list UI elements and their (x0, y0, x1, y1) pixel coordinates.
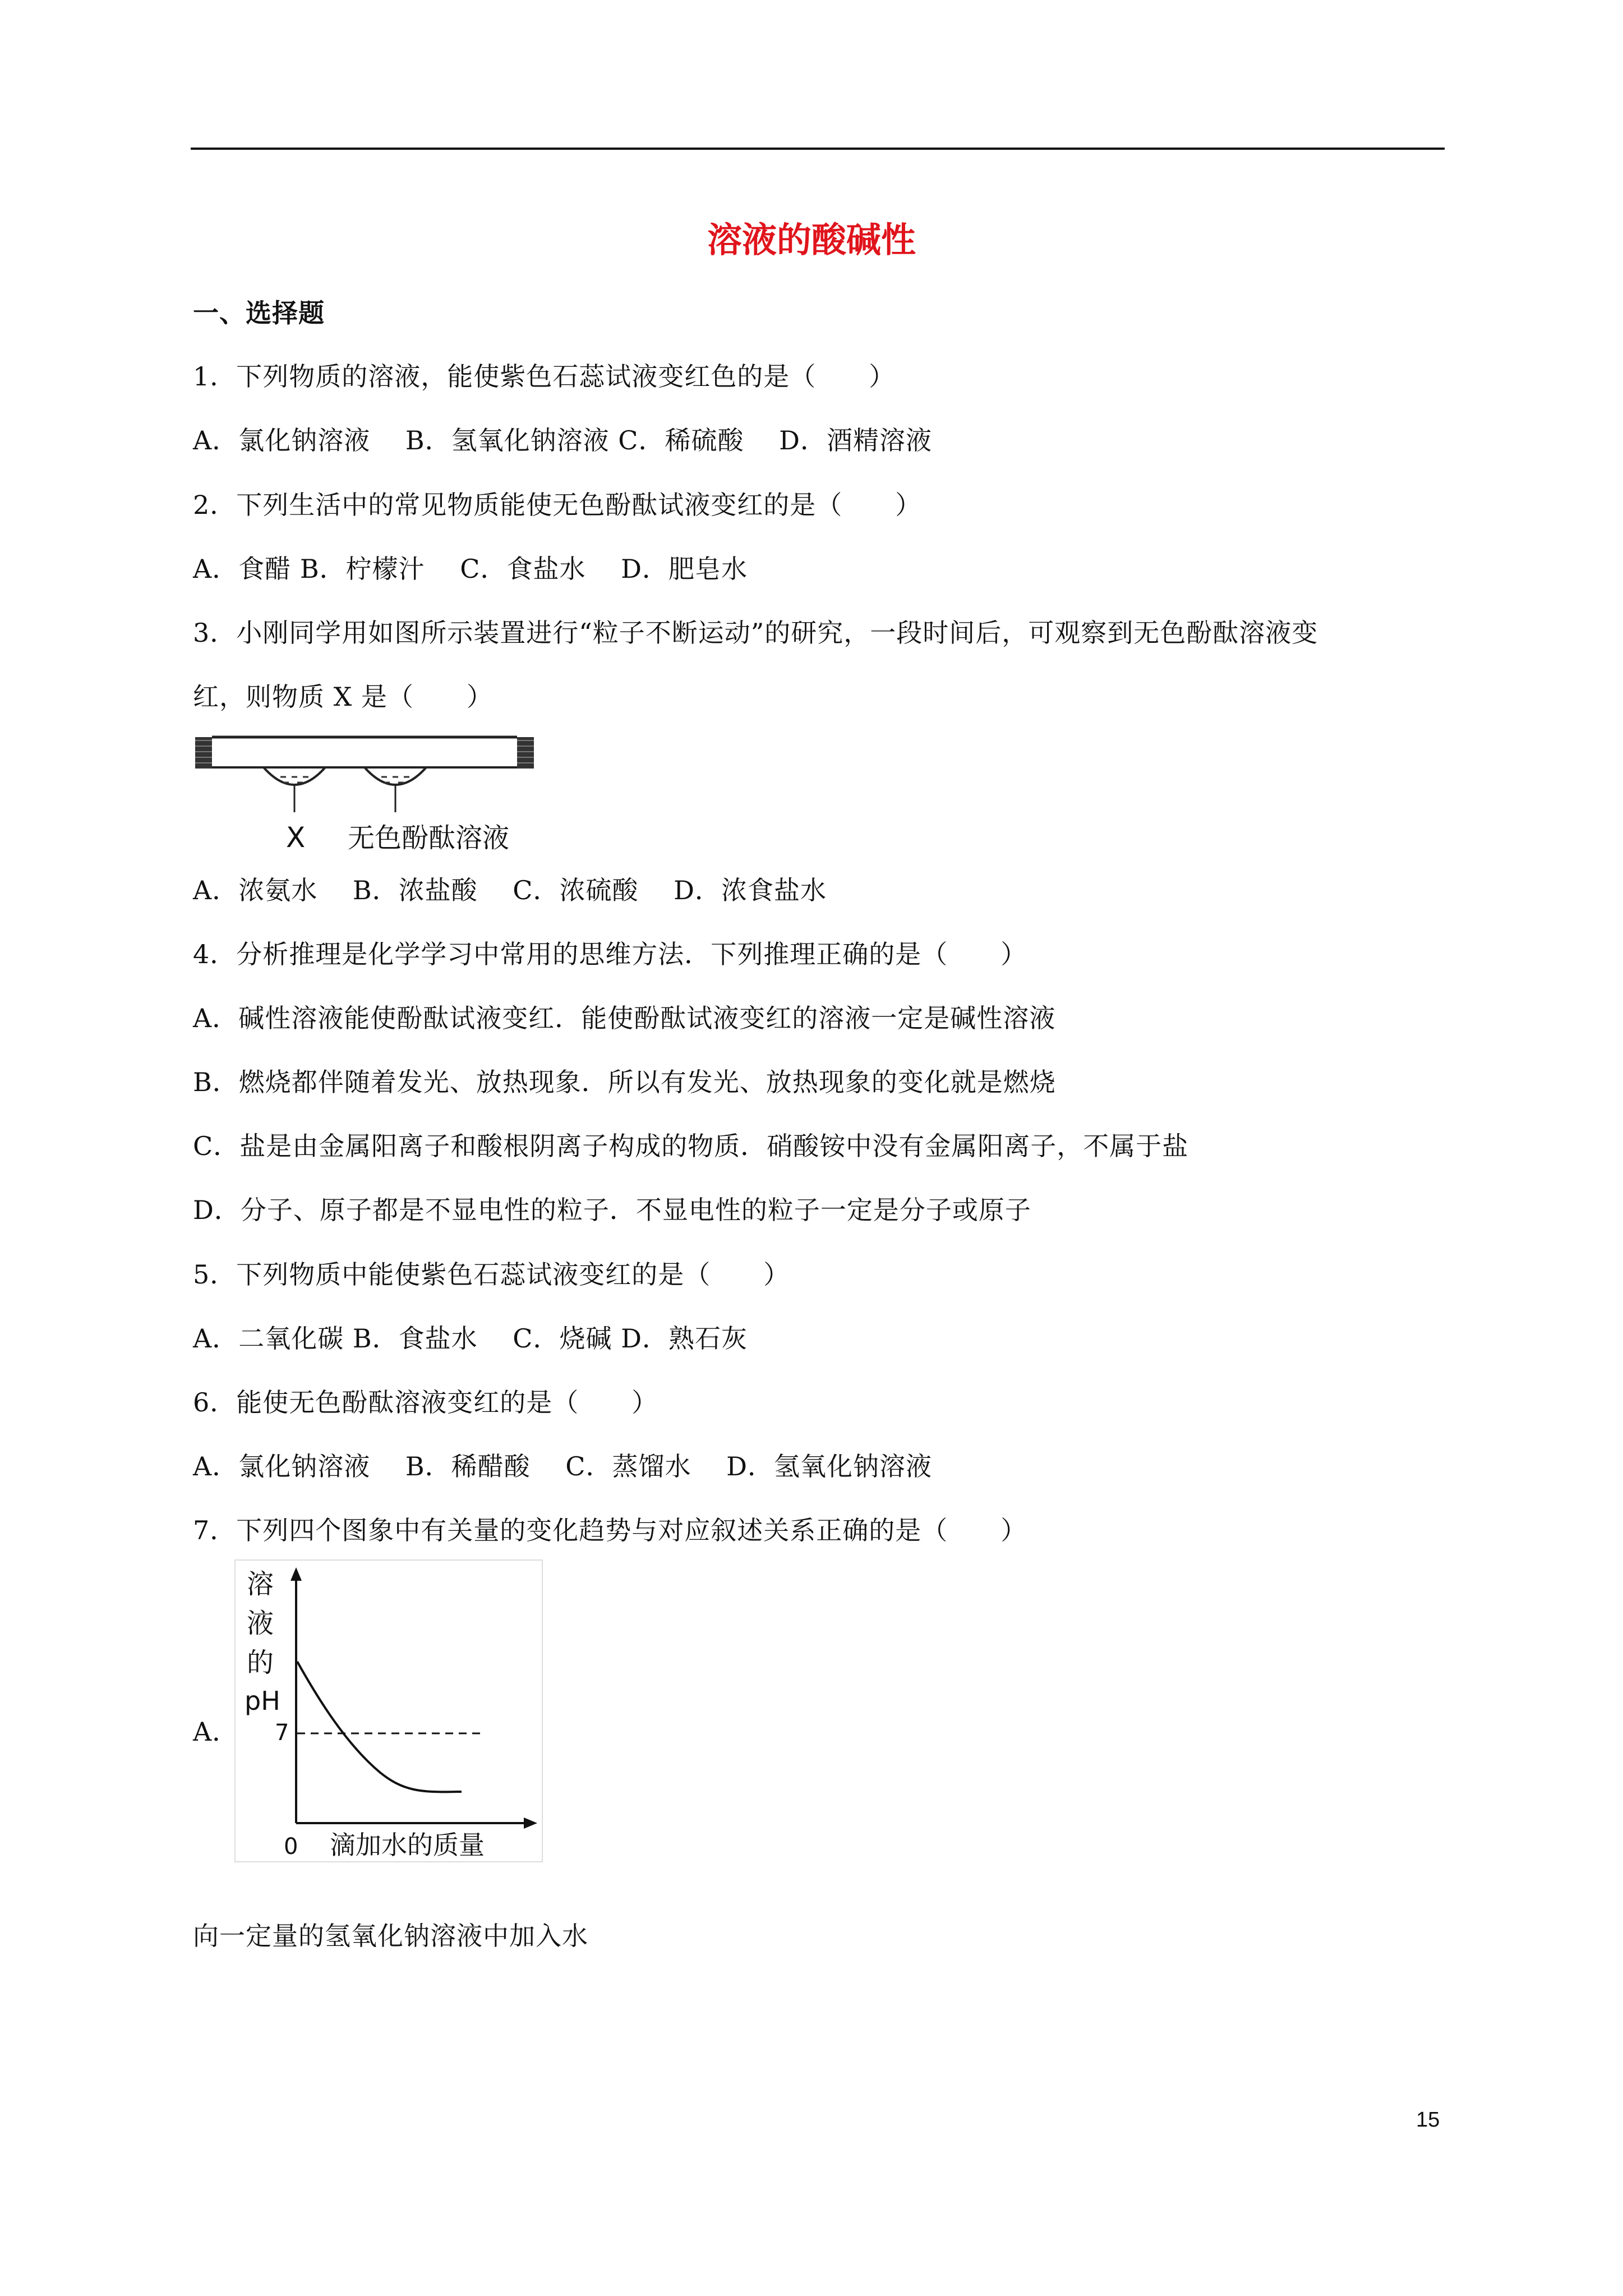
question-3-continued: 红，则物质 X 是（ ） (193, 682, 493, 712)
question-4-option-a: A．碱性溶液能使酚酞试液变红．能使酚酞试液变红的溶液一定是碱性溶液 (193, 1003, 1056, 1033)
y-tick-7: 7 (275, 1720, 289, 1746)
question-2-options: A．食醋 B．柠檬汁 C．食盐水 D．肥皂水 (193, 554, 748, 584)
ph-graph (234, 1559, 543, 1862)
question-7-option-a-desc: 向一定量的氢氧化钠溶液中加入水 (193, 1921, 588, 1951)
page-title: 溶液的酸碱性 (707, 219, 916, 260)
question-5-options: A．二氧化碳 B．食盐水 C．烧碱 D．熟石灰 (193, 1323, 748, 1354)
x-axis-label: 滴加水的质量 (330, 1830, 485, 1860)
question-2: 2．下列生活中的常见物质能使无色酚酞试液变红的是（ ） (193, 490, 922, 520)
question-6-options: A．氯化钠溶液 B．稀醋酸 C．蒸馏水 D．氢氧化钠溶液 (193, 1451, 932, 1481)
ph-curve (297, 1662, 462, 1792)
question-4-option-d: D．分子、原子都是不显电性的粒子．不显电性的粒子一定是分子或原子 (193, 1195, 1031, 1225)
question-7-option-a-label: A． (193, 1717, 239, 1747)
ylabel-char-3: 的 (247, 1647, 274, 1678)
question-6: 6．能使无色酚酞溶液变红的是（ ） (193, 1387, 658, 1418)
origin-label: 0 (284, 1834, 298, 1860)
question-4-option-c: C．盐是由金属阳离子和酸根阴离子构成的物质．硝酸铵中没有金属阳离子，不属于盐 (193, 1131, 1189, 1161)
question-5: 5．下列物质中能使紫色石蕊试液变红的是（ ） (193, 1259, 790, 1290)
ph-graph-svg (234, 1559, 543, 1862)
section-heading: 一、选择题 (193, 298, 325, 328)
question-1-options: A．氯化钠溶液 B．氢氧化钠溶液 C．稀硫酸 D．酒精溶液 (193, 425, 932, 455)
ylabel-char-2: 液 (247, 1608, 274, 1639)
ylabel-char-4: pH (245, 1686, 280, 1716)
page-number: 15 (1416, 2108, 1440, 2132)
apparatus-figure (191, 729, 544, 859)
question-3-options: A．浓氨水 B．浓盐酸 C．浓硫酸 D．浓食盐水 (193, 875, 827, 905)
label-indicator: 无色酚酞溶液 (348, 822, 510, 854)
question-7: 7．下列四个图象中有关量的变化趋势与对应叙述关系正确的是（ ） (193, 1515, 1027, 1545)
ylabel-char-1: 溶 (247, 1568, 274, 1600)
question-4: 4．分析推理是化学学习中常用的思维方法．下列推理正确的是（ ） (193, 939, 1027, 969)
label-x: X (286, 821, 306, 854)
question-4-option-b: B．燃烧都伴随着发光、放热现象．所以有发光、放热现象的变化就是燃烧 (193, 1067, 1056, 1097)
question-3: 3．小刚同学用如图所示装置进行“粒子不断运动”的研究，一段时间后，可观察到无色酚酞溶液变 (193, 618, 1318, 648)
header-rule (191, 148, 1445, 150)
question-1: 1．下列物质的溶液，能使紫色石蕊试液变红色的是（ ） (193, 361, 896, 392)
apparatus-drawing (191, 729, 544, 859)
